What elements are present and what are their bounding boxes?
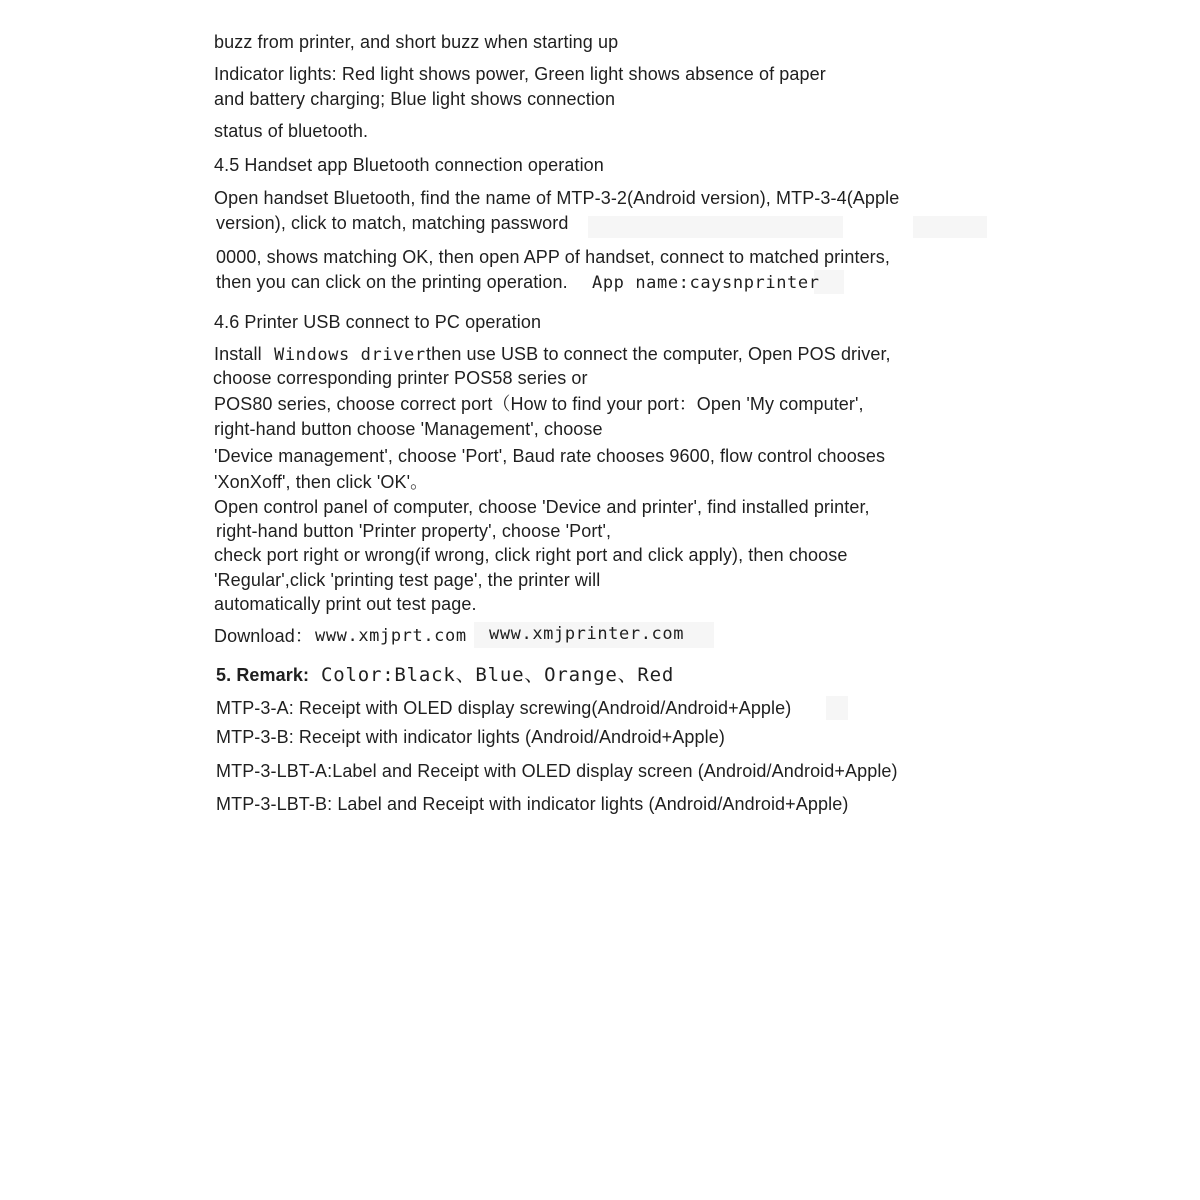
- doc-line: 'Regular',click 'printing test page', the printer will: [214, 570, 601, 590]
- scan-patch: [826, 696, 848, 720]
- app-name: App name:caysnprinter: [592, 273, 820, 293]
- doc-line: Install: [214, 344, 262, 364]
- driver-name: Windows driver: [274, 345, 426, 365]
- doc-line: 0000, shows matching OK, then open APP of handset, connect to matched printers,: [216, 247, 890, 267]
- doc-line: 'XonXoff', then click 'OK'。: [214, 472, 429, 492]
- doc-line: POS80 series, choose correct port（How to find your port：Open 'My computer',: [214, 394, 864, 414]
- doc-line: and battery charging; Blue light shows connection: [214, 89, 616, 109]
- doc-line: buzz from printer, and short buzz when starting up: [214, 32, 619, 52]
- remark-heading: 5. Remark:: [216, 665, 310, 685]
- doc-line: then you can click on the printing operation.: [216, 272, 568, 292]
- doc-line: version), click to match, matching password: [216, 213, 569, 233]
- doc-line: automatically print out test page.: [214, 594, 477, 614]
- section-heading: 4.6 Printer USB connect to PC operation: [214, 312, 542, 332]
- model-line: MTP-3-LBT-A:Label and Receipt with OLED display screen (Android/Android+Apple): [216, 761, 898, 781]
- doc-line: Open control panel of computer, choose 'Device and printer', find installed printer,: [214, 497, 870, 517]
- doc-line: check port right or wrong(if wrong, click right port and click apply), then choose: [214, 545, 848, 565]
- download-url: www.xmjprt.com: [315, 626, 467, 646]
- doc-line: Open handset Bluetooth, find the name of MTP-3-2(Android version), MTP-3-4(Apple: [214, 188, 900, 208]
- section-heading: 4.5 Handset app Bluetooth connection operation: [214, 155, 604, 175]
- doc-line: 'Device management', choose 'Port', Baud rate chooses 9600, flow control chooses: [214, 446, 886, 466]
- doc-line: choose corresponding printer POS58 series or: [213, 368, 588, 388]
- download-url: www.xmjprinter.com: [489, 624, 685, 644]
- color-list: Color:Black、Blue、Orange、Red: [321, 664, 675, 686]
- doc-line: right-hand button 'Printer property', choose 'Port',: [216, 521, 612, 541]
- model-line: MTP-3-A: Receipt with OLED display screwing(Android/Android+Apple): [216, 698, 792, 718]
- doc-line: status of bluetooth.: [214, 121, 369, 141]
- download-label: Download：: [214, 626, 313, 646]
- doc-line: right-hand button choose 'Management', choose: [214, 419, 603, 439]
- doc-line: Indicator lights: Red light shows power, Green light shows absence of paper: [214, 64, 826, 84]
- scan-patch: [913, 216, 987, 238]
- model-line: MTP-3-LBT-B: Label and Receipt with indicator lights (Android/Android+Apple): [216, 794, 849, 814]
- scan-patch: [588, 216, 843, 238]
- doc-line: then use USB to connect the computer, Open POS driver,: [426, 344, 891, 364]
- model-line: MTP-3-B: Receipt with indicator lights (Android/Android+Apple): [216, 727, 725, 747]
